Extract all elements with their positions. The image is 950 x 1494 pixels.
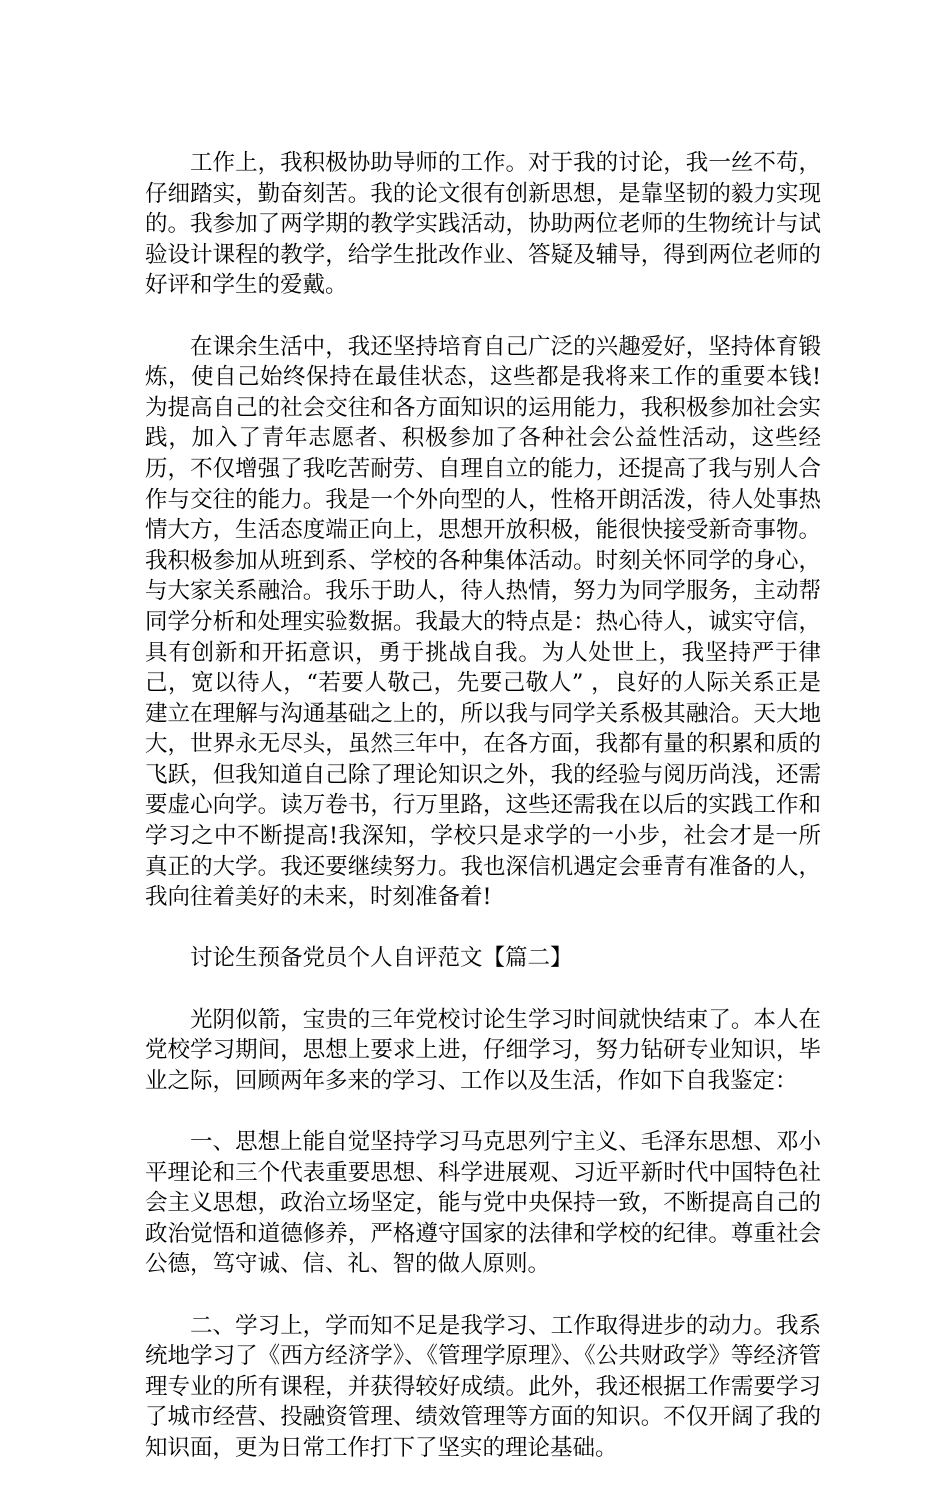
paragraph-ideology: 一、思想上能自觉坚持学习马克思列宁主义、毛泽东思想、邓小平理论和三个代表重要思想、科学进展观、习近平新时代中国特色社会主义思想，政治立场坚定，能与党中央保持一致，不断提高自己的政治觉悟和道德修养，严格遵守国家的法律和学校的纪律。尊重社会公德，笃守诚、信、礼、智的做人原则。: [145, 1129, 821, 1278]
paragraph-intro: 光阴似箭，宝贵的三年党校讨论生学习时间就快结束了。本人在党校学习期间，思想上要求上进，仔细学习，努力钻研专业知识，毕业之际，回顾两年多来的学习、工作以及生活，作如下自我鉴定：: [145, 1006, 821, 1094]
paragraph-extracurricular: 在课余生活中，我还坚持培育自己广泛的兴趣爱好，坚持体育锻炼，使自己始终保持在最佳状态，这些都是我将来工作的重要本钱!为提高自己的社会交往和各方面知识的运用能力，我积极参加社会实践，加入了青年志愿者、积极参加了各种社会公益性活动，这些经历，不仅增强了我吃苦耐劳、自理自立的能力，还提高了我与别人合作与交往的能力。我是一个外向型的人，性格开朗活泼，待人处事热情大方，生活态度端正向上，思想开放积极，能很快接受新奇事物。我积极参加从班到系、学校的各种集体活动。时刻关怀同学的身心，与大家关系融洽。我乐于助人，待人热情，努力为同学服务，主动帮同学分析和处理实验数据。我最大的特点是：热心待人，诚实守信，具有创新和开拓意识，勇于挑战自我。为人处世上，我坚持严于律己，宽以待人，“若要人敬己，先要己敬人” ，良好的人际关系正是建立在理解与沟通基础之上的，所以我与同学关系极其融洽。天大地大，世界永无尽头，虽然三年中，在各方面，我都有量的积累和质的飞跃，但我知道自己除了理论知识之外，我的经验与阅历尚浅，还需要虚心向学。读万卷书，行万里路，这些还需我在以后的实践工作和学习之中不断提高!我深知，学校只是求学的一小步，社会才是一所真正的大学。我还要继续努力。我也深信机遇定会垂青有准备的人，我向往着美好的未来，时刻准备着!: [145, 333, 821, 911]
section-heading: 讨论生预备党员个人自评范文【篇二】: [190, 945, 573, 972]
document-body: [145, 148, 821, 1494]
paragraph-study: 二、学习上，学而知不足是我学习、工作取得进步的动力。我系统地学习了《西方经济学》、《管理学原理》、《公共财政学》等经济管理专业的所有课程，并获得较好成绩。此外，我还根据工作需要学习了城市经营、投融资管理、绩效管理等方面的知识。不仅开阔了我的知识面，更为日常工作打下了坚实的理论基础。: [145, 1312, 821, 1461]
paragraph-work: 工作上，我积极协助导师的工作。对于我的讨论，我一丝不苟，仔细踏实，勤奋刻苦。我的论文很有创新思想，是靠坚韧的毅力实现的。我参加了两学期的教学实践活动，协助两位老师的生物统计与试验设计课程的教学，给学生批改作业、答疑及辅导，得到两位老师的好评和学生的爱戴。: [145, 150, 821, 299]
